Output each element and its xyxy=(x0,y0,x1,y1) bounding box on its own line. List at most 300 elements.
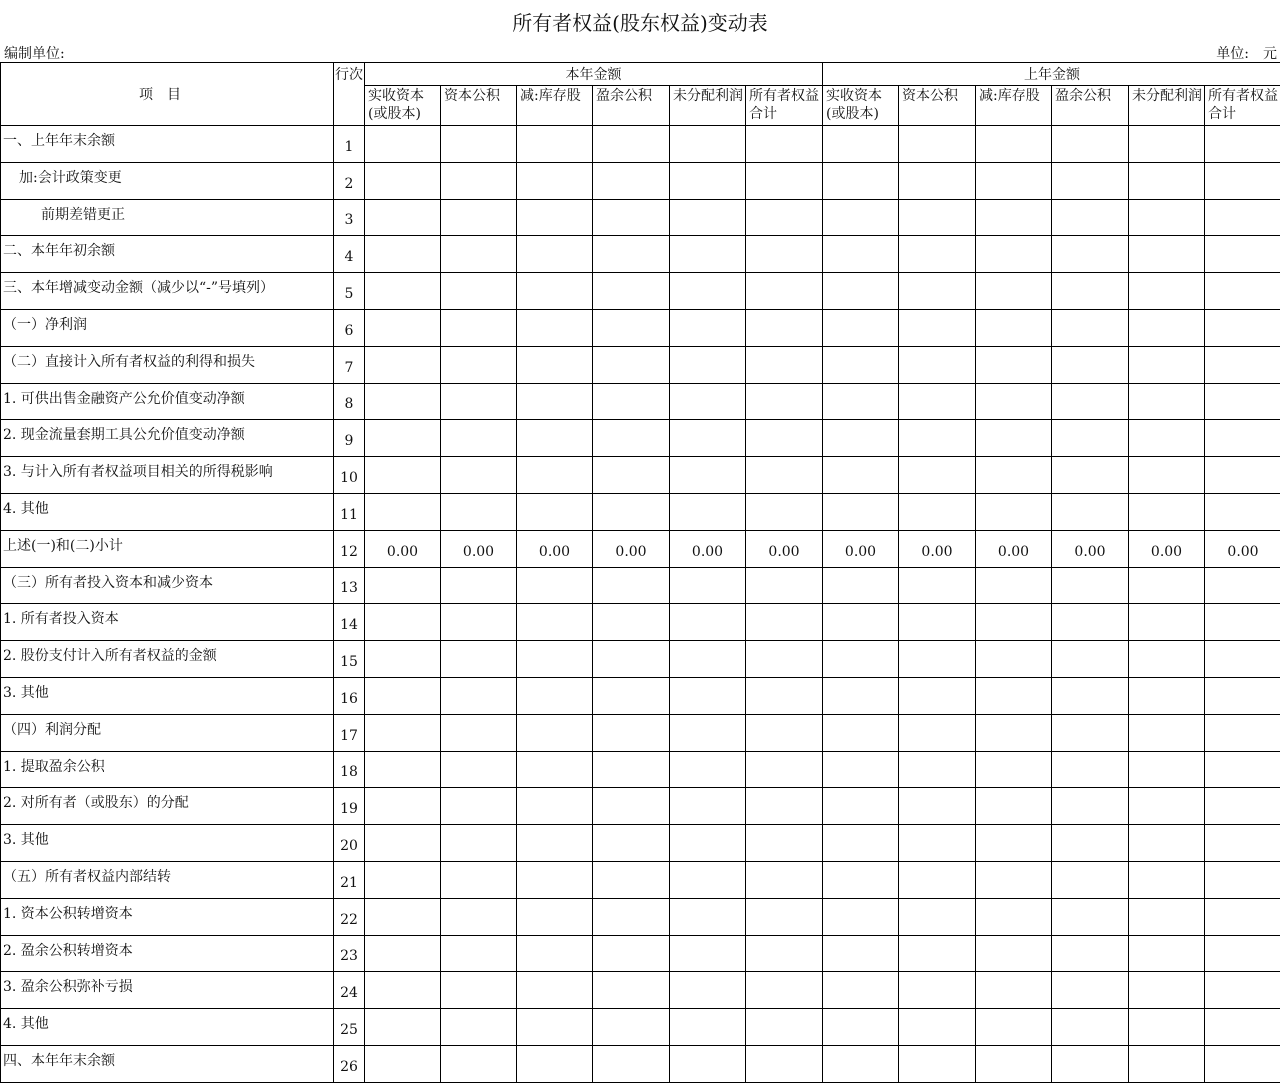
value-cell[interactable] xyxy=(976,383,1052,420)
value-cell[interactable] xyxy=(517,457,593,494)
value-cell[interactable] xyxy=(746,457,823,494)
value-cell[interactable] xyxy=(1205,567,1280,604)
value-cell[interactable] xyxy=(899,236,976,273)
value-cell[interactable] xyxy=(517,273,593,310)
value-cell[interactable] xyxy=(670,898,746,935)
value-cell[interactable] xyxy=(593,604,670,641)
value-cell[interactable] xyxy=(976,825,1052,862)
value-cell[interactable] xyxy=(517,677,593,714)
value-cell[interactable] xyxy=(823,861,899,898)
value-cell[interactable] xyxy=(976,1045,1052,1082)
value-cell[interactable]: 0.00 xyxy=(517,530,593,567)
value-cell[interactable] xyxy=(441,236,517,273)
value-cell[interactable] xyxy=(823,493,899,530)
value-cell[interactable] xyxy=(593,677,670,714)
value-cell[interactable]: 0.00 xyxy=(593,530,670,567)
value-cell[interactable] xyxy=(823,898,899,935)
value-cell[interactable] xyxy=(1052,751,1129,788)
value-cell[interactable] xyxy=(365,677,441,714)
value-cell[interactable] xyxy=(670,1009,746,1046)
value-cell[interactable] xyxy=(823,788,899,825)
value-cell[interactable] xyxy=(746,567,823,604)
value-cell[interactable] xyxy=(823,309,899,346)
value-cell[interactable] xyxy=(899,972,976,1009)
value-cell[interactable] xyxy=(593,162,670,199)
value-cell[interactable] xyxy=(1205,1045,1280,1082)
value-cell[interactable] xyxy=(365,1045,441,1082)
value-cell[interactable] xyxy=(365,420,441,457)
value-cell[interactable] xyxy=(593,1045,670,1082)
value-cell[interactable] xyxy=(593,273,670,310)
value-cell[interactable] xyxy=(517,493,593,530)
value-cell[interactable]: 0.00 xyxy=(1052,530,1129,567)
value-cell[interactable] xyxy=(976,420,1052,457)
value-cell[interactable] xyxy=(1129,604,1205,641)
value-cell[interactable] xyxy=(517,567,593,604)
value-cell[interactable] xyxy=(1205,972,1280,1009)
value-cell[interactable] xyxy=(1129,457,1205,494)
value-cell[interactable] xyxy=(1129,273,1205,310)
value-cell[interactable] xyxy=(1205,236,1280,273)
value-cell[interactable] xyxy=(1205,1009,1280,1046)
value-cell[interactable] xyxy=(1052,714,1129,751)
value-cell[interactable] xyxy=(1052,273,1129,310)
value-cell[interactable] xyxy=(593,825,670,862)
value-cell[interactable] xyxy=(1205,420,1280,457)
value-cell[interactable]: 0.00 xyxy=(823,530,899,567)
value-cell[interactable] xyxy=(670,714,746,751)
value-cell[interactable]: 0.00 xyxy=(365,530,441,567)
value-cell[interactable] xyxy=(670,383,746,420)
value-cell[interactable] xyxy=(899,273,976,310)
value-cell[interactable] xyxy=(670,641,746,678)
value-cell[interactable] xyxy=(899,677,976,714)
value-cell[interactable] xyxy=(1205,162,1280,199)
value-cell[interactable] xyxy=(365,126,441,163)
value-cell[interactable] xyxy=(899,199,976,236)
value-cell[interactable] xyxy=(976,898,1052,935)
value-cell[interactable] xyxy=(1052,861,1129,898)
value-cell[interactable] xyxy=(365,457,441,494)
value-cell[interactable] xyxy=(365,162,441,199)
value-cell[interactable] xyxy=(1052,162,1129,199)
value-cell[interactable] xyxy=(823,567,899,604)
value-cell[interactable] xyxy=(899,126,976,163)
value-cell[interactable] xyxy=(670,309,746,346)
value-cell[interactable] xyxy=(441,898,517,935)
value-cell[interactable] xyxy=(670,162,746,199)
value-cell[interactable] xyxy=(593,346,670,383)
value-cell[interactable] xyxy=(746,604,823,641)
value-cell[interactable] xyxy=(976,273,1052,310)
value-cell[interactable]: 0.00 xyxy=(976,530,1052,567)
value-cell[interactable] xyxy=(441,861,517,898)
value-cell[interactable] xyxy=(976,788,1052,825)
value-cell[interactable] xyxy=(517,788,593,825)
value-cell[interactable] xyxy=(670,457,746,494)
value-cell[interactable] xyxy=(517,641,593,678)
value-cell[interactable] xyxy=(1205,641,1280,678)
value-cell[interactable] xyxy=(517,383,593,420)
value-cell[interactable] xyxy=(899,493,976,530)
value-cell[interactable] xyxy=(517,1045,593,1082)
value-cell[interactable] xyxy=(1129,346,1205,383)
value-cell[interactable] xyxy=(441,383,517,420)
value-cell[interactable] xyxy=(593,309,670,346)
value-cell[interactable] xyxy=(1205,493,1280,530)
value-cell[interactable] xyxy=(365,751,441,788)
value-cell[interactable] xyxy=(517,935,593,972)
value-cell[interactable] xyxy=(899,898,976,935)
value-cell[interactable] xyxy=(517,972,593,1009)
value-cell[interactable] xyxy=(1205,825,1280,862)
value-cell[interactable] xyxy=(517,346,593,383)
value-cell[interactable] xyxy=(1205,861,1280,898)
value-cell[interactable] xyxy=(1205,383,1280,420)
value-cell[interactable] xyxy=(1052,677,1129,714)
value-cell[interactable] xyxy=(517,199,593,236)
value-cell[interactable] xyxy=(976,714,1052,751)
value-cell[interactable] xyxy=(1052,825,1129,862)
value-cell[interactable] xyxy=(365,383,441,420)
value-cell[interactable] xyxy=(1129,935,1205,972)
value-cell[interactable] xyxy=(670,935,746,972)
value-cell[interactable] xyxy=(746,751,823,788)
value-cell[interactable] xyxy=(1052,641,1129,678)
value-cell[interactable] xyxy=(593,236,670,273)
value-cell[interactable] xyxy=(593,898,670,935)
value-cell[interactable] xyxy=(1129,199,1205,236)
value-cell[interactable] xyxy=(746,898,823,935)
value-cell[interactable] xyxy=(976,309,1052,346)
value-cell[interactable] xyxy=(899,788,976,825)
value-cell[interactable] xyxy=(823,1045,899,1082)
value-cell[interactable] xyxy=(746,1009,823,1046)
value-cell[interactable] xyxy=(517,126,593,163)
value-cell[interactable] xyxy=(1205,199,1280,236)
value-cell[interactable] xyxy=(441,493,517,530)
value-cell[interactable] xyxy=(746,935,823,972)
value-cell[interactable] xyxy=(823,420,899,457)
value-cell[interactable] xyxy=(670,972,746,1009)
value-cell[interactable] xyxy=(365,567,441,604)
value-cell[interactable] xyxy=(670,346,746,383)
value-cell[interactable] xyxy=(1205,604,1280,641)
value-cell[interactable] xyxy=(823,457,899,494)
value-cell[interactable] xyxy=(899,861,976,898)
value-cell[interactable] xyxy=(746,788,823,825)
value-cell[interactable] xyxy=(746,714,823,751)
value-cell[interactable] xyxy=(1129,972,1205,1009)
value-cell[interactable] xyxy=(593,567,670,604)
value-cell[interactable] xyxy=(593,714,670,751)
value-cell[interactable] xyxy=(976,346,1052,383)
value-cell[interactable] xyxy=(517,751,593,788)
value-cell[interactable] xyxy=(670,567,746,604)
value-cell[interactable] xyxy=(1205,898,1280,935)
value-cell[interactable] xyxy=(976,1009,1052,1046)
value-cell[interactable]: 0.00 xyxy=(899,530,976,567)
value-cell[interactable] xyxy=(1205,677,1280,714)
value-cell[interactable] xyxy=(746,420,823,457)
value-cell[interactable] xyxy=(365,1009,441,1046)
value-cell[interactable] xyxy=(976,972,1052,1009)
value-cell[interactable] xyxy=(1052,199,1129,236)
value-cell[interactable] xyxy=(1052,420,1129,457)
value-cell[interactable] xyxy=(670,126,746,163)
value-cell[interactable] xyxy=(823,641,899,678)
value-cell[interactable] xyxy=(441,641,517,678)
value-cell[interactable] xyxy=(670,788,746,825)
value-cell[interactable] xyxy=(746,641,823,678)
value-cell[interactable] xyxy=(593,457,670,494)
value-cell[interactable] xyxy=(899,162,976,199)
value-cell[interactable] xyxy=(441,199,517,236)
value-cell[interactable] xyxy=(1129,1009,1205,1046)
value-cell[interactable] xyxy=(1052,788,1129,825)
value-cell[interactable] xyxy=(746,1045,823,1082)
value-cell[interactable] xyxy=(1052,1009,1129,1046)
value-cell[interactable] xyxy=(670,604,746,641)
value-cell[interactable] xyxy=(823,972,899,1009)
value-cell[interactable] xyxy=(1052,604,1129,641)
value-cell[interactable] xyxy=(746,199,823,236)
value-cell[interactable] xyxy=(593,199,670,236)
value-cell[interactable] xyxy=(1052,309,1129,346)
value-cell[interactable] xyxy=(1129,898,1205,935)
value-cell[interactable] xyxy=(823,714,899,751)
value-cell[interactable] xyxy=(746,273,823,310)
value-cell[interactable] xyxy=(1205,309,1280,346)
value-cell[interactable] xyxy=(746,126,823,163)
value-cell[interactable] xyxy=(823,162,899,199)
value-cell[interactable] xyxy=(593,383,670,420)
value-cell[interactable] xyxy=(976,162,1052,199)
value-cell[interactable] xyxy=(899,641,976,678)
value-cell[interactable] xyxy=(670,751,746,788)
value-cell[interactable] xyxy=(1052,236,1129,273)
value-cell[interactable] xyxy=(899,935,976,972)
value-cell[interactable] xyxy=(823,383,899,420)
value-cell[interactable] xyxy=(1205,714,1280,751)
value-cell[interactable] xyxy=(976,457,1052,494)
value-cell[interactable] xyxy=(823,825,899,862)
value-cell[interactable] xyxy=(1052,126,1129,163)
value-cell[interactable] xyxy=(441,714,517,751)
value-cell[interactable] xyxy=(1205,457,1280,494)
value-cell[interactable] xyxy=(899,825,976,862)
value-cell[interactable] xyxy=(517,604,593,641)
value-cell[interactable] xyxy=(1129,162,1205,199)
value-cell[interactable] xyxy=(1129,788,1205,825)
value-cell[interactable] xyxy=(441,1045,517,1082)
value-cell[interactable] xyxy=(746,309,823,346)
value-cell[interactable] xyxy=(441,309,517,346)
value-cell[interactable] xyxy=(441,1009,517,1046)
value-cell[interactable] xyxy=(670,493,746,530)
value-cell[interactable]: 0.00 xyxy=(670,530,746,567)
value-cell[interactable] xyxy=(365,714,441,751)
value-cell[interactable] xyxy=(517,861,593,898)
value-cell[interactable] xyxy=(441,162,517,199)
value-cell[interactable] xyxy=(365,861,441,898)
value-cell[interactable] xyxy=(1205,788,1280,825)
value-cell[interactable] xyxy=(1052,383,1129,420)
value-cell[interactable] xyxy=(593,788,670,825)
value-cell[interactable] xyxy=(365,788,441,825)
value-cell[interactable] xyxy=(1129,420,1205,457)
value-cell[interactable] xyxy=(1052,346,1129,383)
value-cell[interactable] xyxy=(976,493,1052,530)
value-cell[interactable] xyxy=(1052,457,1129,494)
value-cell[interactable] xyxy=(1129,641,1205,678)
value-cell[interactable] xyxy=(746,162,823,199)
value-cell[interactable]: 0.00 xyxy=(746,530,823,567)
value-cell[interactable] xyxy=(441,788,517,825)
value-cell[interactable] xyxy=(976,751,1052,788)
value-cell[interactable] xyxy=(1205,273,1280,310)
value-cell[interactable] xyxy=(899,383,976,420)
value-cell[interactable] xyxy=(365,604,441,641)
value-cell[interactable] xyxy=(365,898,441,935)
value-cell[interactable] xyxy=(670,861,746,898)
value-cell[interactable] xyxy=(593,935,670,972)
value-cell[interactable] xyxy=(899,1045,976,1082)
value-cell[interactable] xyxy=(517,309,593,346)
value-cell[interactable] xyxy=(899,346,976,383)
value-cell[interactable] xyxy=(976,641,1052,678)
value-cell[interactable] xyxy=(823,236,899,273)
value-cell[interactable] xyxy=(441,567,517,604)
value-cell[interactable] xyxy=(1129,825,1205,862)
value-cell[interactable] xyxy=(670,273,746,310)
value-cell[interactable]: 0.00 xyxy=(1129,530,1205,567)
value-cell[interactable] xyxy=(823,273,899,310)
value-cell[interactable] xyxy=(593,493,670,530)
value-cell[interactable] xyxy=(976,677,1052,714)
value-cell[interactable] xyxy=(365,935,441,972)
value-cell[interactable] xyxy=(1205,935,1280,972)
value-cell[interactable] xyxy=(1129,714,1205,751)
value-cell[interactable] xyxy=(746,677,823,714)
value-cell[interactable] xyxy=(1129,493,1205,530)
value-cell[interactable] xyxy=(899,457,976,494)
value-cell[interactable] xyxy=(899,567,976,604)
value-cell[interactable] xyxy=(365,273,441,310)
value-cell[interactable] xyxy=(746,236,823,273)
value-cell[interactable] xyxy=(899,309,976,346)
value-cell[interactable] xyxy=(746,861,823,898)
value-cell[interactable] xyxy=(441,972,517,1009)
value-cell[interactable] xyxy=(441,935,517,972)
value-cell[interactable] xyxy=(746,383,823,420)
value-cell[interactable] xyxy=(441,126,517,163)
value-cell[interactable] xyxy=(1205,751,1280,788)
value-cell[interactable] xyxy=(899,604,976,641)
value-cell[interactable] xyxy=(1052,972,1129,1009)
value-cell[interactable] xyxy=(365,825,441,862)
value-cell[interactable] xyxy=(441,420,517,457)
value-cell[interactable] xyxy=(976,567,1052,604)
value-cell[interactable] xyxy=(823,677,899,714)
value-cell[interactable] xyxy=(976,604,1052,641)
value-cell[interactable] xyxy=(899,420,976,457)
value-cell[interactable] xyxy=(517,420,593,457)
value-cell[interactable] xyxy=(1052,567,1129,604)
value-cell[interactable] xyxy=(517,714,593,751)
value-cell[interactable] xyxy=(365,641,441,678)
value-cell[interactable] xyxy=(1205,346,1280,383)
value-cell[interactable] xyxy=(976,126,1052,163)
value-cell[interactable] xyxy=(1129,309,1205,346)
value-cell[interactable] xyxy=(746,825,823,862)
value-cell[interactable] xyxy=(1052,898,1129,935)
value-cell[interactable] xyxy=(1129,751,1205,788)
value-cell[interactable] xyxy=(517,898,593,935)
value-cell[interactable] xyxy=(365,236,441,273)
value-cell[interactable] xyxy=(441,273,517,310)
value-cell[interactable] xyxy=(1052,1045,1129,1082)
value-cell[interactable] xyxy=(976,236,1052,273)
value-cell[interactable] xyxy=(517,825,593,862)
value-cell[interactable]: 0.00 xyxy=(1205,530,1280,567)
value-cell[interactable] xyxy=(441,677,517,714)
value-cell[interactable] xyxy=(441,604,517,641)
value-cell[interactable] xyxy=(1052,935,1129,972)
value-cell[interactable] xyxy=(1129,861,1205,898)
value-cell[interactable] xyxy=(746,972,823,1009)
value-cell[interactable] xyxy=(670,1045,746,1082)
value-cell[interactable] xyxy=(899,751,976,788)
value-cell[interactable] xyxy=(441,751,517,788)
value-cell[interactable] xyxy=(593,1009,670,1046)
value-cell[interactable] xyxy=(976,935,1052,972)
value-cell[interactable] xyxy=(517,1009,593,1046)
value-cell[interactable] xyxy=(441,457,517,494)
value-cell[interactable] xyxy=(1129,567,1205,604)
value-cell[interactable] xyxy=(1052,493,1129,530)
value-cell[interactable] xyxy=(746,493,823,530)
value-cell[interactable] xyxy=(517,162,593,199)
value-cell[interactable] xyxy=(670,236,746,273)
value-cell[interactable] xyxy=(823,604,899,641)
value-cell[interactable] xyxy=(365,199,441,236)
value-cell[interactable] xyxy=(593,751,670,788)
value-cell[interactable] xyxy=(1129,1045,1205,1082)
value-cell[interactable] xyxy=(365,493,441,530)
value-cell[interactable] xyxy=(1129,236,1205,273)
value-cell[interactable] xyxy=(746,346,823,383)
value-cell[interactable] xyxy=(365,346,441,383)
value-cell[interactable] xyxy=(365,309,441,346)
value-cell[interactable] xyxy=(823,1009,899,1046)
value-cell[interactable] xyxy=(670,420,746,457)
value-cell[interactable] xyxy=(899,714,976,751)
value-cell[interactable] xyxy=(670,825,746,862)
value-cell[interactable] xyxy=(976,199,1052,236)
value-cell[interactable] xyxy=(441,346,517,383)
value-cell[interactable] xyxy=(670,677,746,714)
value-cell[interactable] xyxy=(593,126,670,163)
value-cell[interactable] xyxy=(976,861,1052,898)
value-cell[interactable] xyxy=(593,420,670,457)
value-cell[interactable] xyxy=(593,861,670,898)
value-cell[interactable] xyxy=(593,972,670,1009)
value-cell[interactable]: 0.00 xyxy=(441,530,517,567)
value-cell[interactable] xyxy=(517,236,593,273)
value-cell[interactable] xyxy=(823,935,899,972)
value-cell[interactable] xyxy=(823,199,899,236)
